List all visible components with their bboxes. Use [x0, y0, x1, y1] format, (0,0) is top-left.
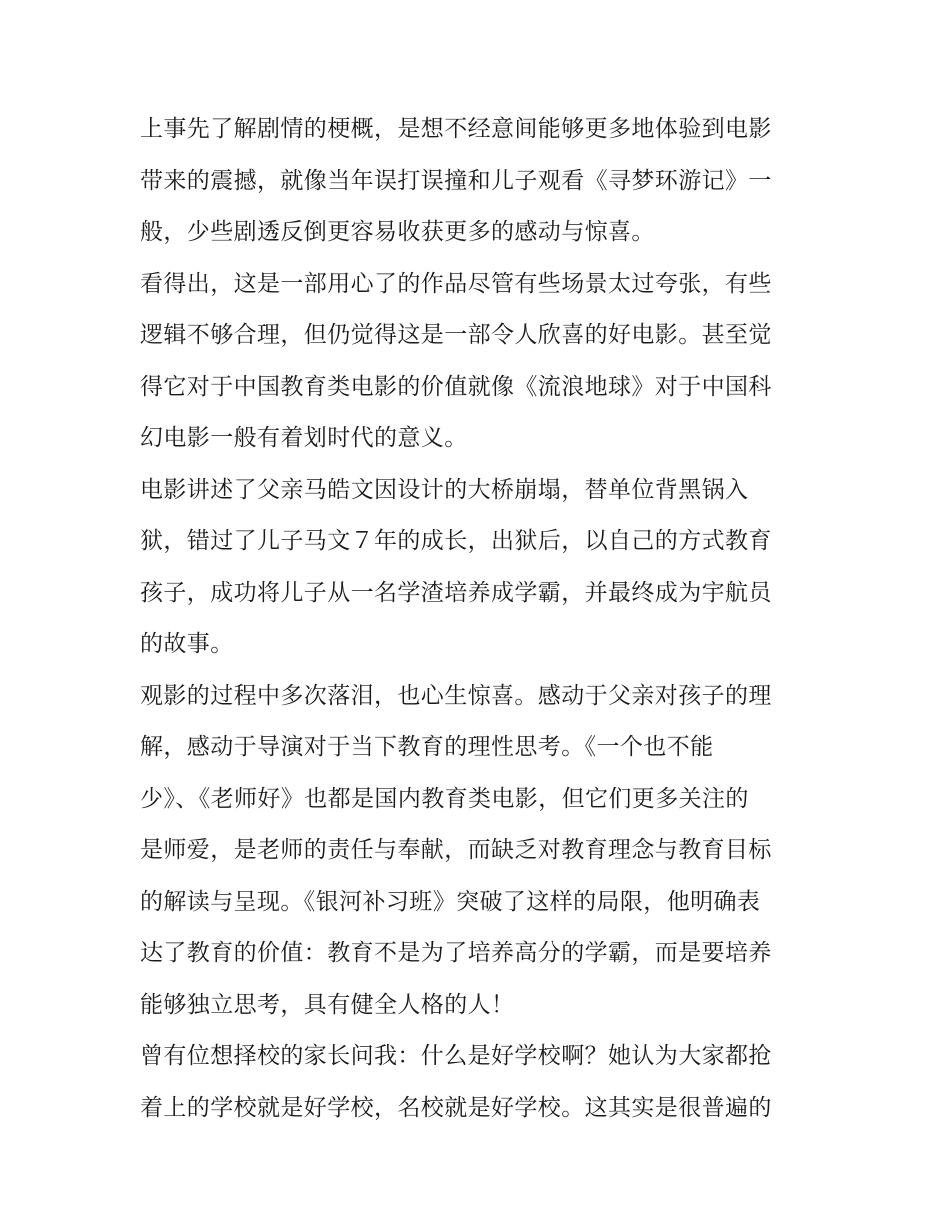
body-text — [140, 104, 820, 1134]
text-line: 能够独立思考，具有健全人格的人！ — [140, 991, 515, 1018]
text-line: 观影的过程中多次落泪，也心生惊喜。感动于父亲对孩子的理 — [140, 682, 772, 709]
text-line: 幻电影一般有着划时代的意义。 — [140, 425, 468, 451]
text-line: 得它对于中国教育类电影的价值就像《流浪地球》对于中国科 — [140, 373, 772, 400]
text-line: 电影讲述了父亲马皓文因设计的大桥崩塌，替单位背黑锅入 — [140, 476, 749, 503]
text-line: 的解读与呈现。《银河补习班》突破了这样的局限，他明确表 — [140, 888, 761, 915]
text-line: 孩子，成功将儿子从一名学渣培养成学霸，并最终成为宇航员 — [140, 579, 772, 606]
text-line: 是师爱，是老师的责任与奉献，而缺乏对教育理念与教育目标 — [140, 837, 772, 863]
text-line: 少》、《老师好》也都是国内教育类电影，但它们更多关注的 — [140, 785, 749, 812]
text-line: 着上的学校就是好学校，名校就是好学校。这其实是很普遍的 — [140, 1094, 772, 1121]
text-line: 带来的震撼，就像当年误打误撞和儿子观看《寻梦环游记》一 — [140, 167, 772, 194]
text-line: 狱，错过了儿子马文７年的成长，出狱后，以自己的方式教育 — [140, 528, 772, 554]
text-line: 逻辑不够合理，但仍觉得这是一部令人欣喜的好电影。甚至觉 — [140, 322, 772, 348]
text-line: 上事先了解剧情的梗概，是想不经意间能够更多地体验到电影 — [140, 116, 772, 142]
text-line: 看得出，这是一部用心了的作品尽管有些场景太过夸张，有些 — [140, 270, 772, 297]
text-line: 般，少些剧透反倒更容易收获更多的感动与惊喜。 — [140, 219, 655, 245]
text-line: 曾有位想择校的家长问我：什么是好学校啊？她认为大家都抢 — [140, 1043, 772, 1069]
text-line: 的故事。 — [140, 631, 234, 657]
text-line: 解，感动于导演对于当下教育的理性思考。《一个也不能 — [140, 734, 714, 760]
text-line: 达了教育的价值：教育不是为了培养高分的学霸，而是要培养 — [140, 940, 772, 966]
